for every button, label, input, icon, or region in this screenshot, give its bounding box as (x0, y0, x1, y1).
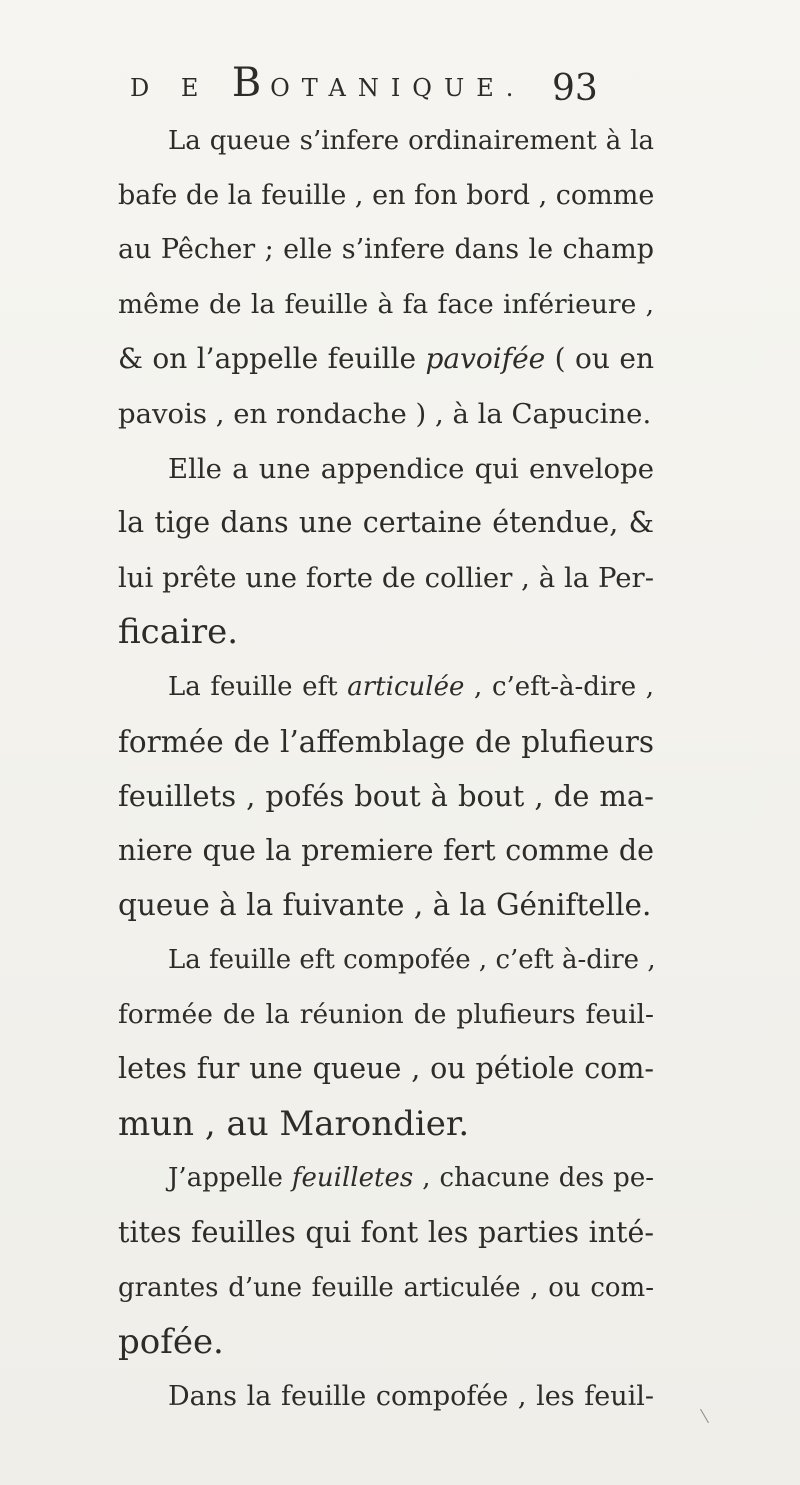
text-line: grantes d’une feuille articulée , ou com- (118, 1272, 654, 1303)
text-line: Elle a une appendice qui envelope (168, 452, 654, 485)
text-segment: La feuille eft (168, 672, 348, 702)
italic-term: feuilletes (291, 1163, 414, 1194)
italic-term: articulée (347, 672, 465, 702)
page-mark (700, 1409, 709, 1423)
text-line: formée de l’affemblage de plufieurs (118, 724, 654, 759)
text-line: mun , au Marondier. (118, 1103, 470, 1144)
text-line (168, 1155, 654, 1201)
text-line: pofée. (118, 1322, 224, 1363)
italic-term: pavoifée (425, 342, 546, 376)
text-line: bafe de la feuille , en fon bord , comme (118, 179, 655, 211)
text-line: pavois , en rondache ) , à la Capucine. (118, 398, 652, 430)
text-line: même de la feuille à fa face inférieure , (118, 288, 654, 320)
text-segment: J’appelle (168, 1163, 292, 1194)
text-line: ficaire. (118, 612, 239, 653)
running-head-prefix: D E (130, 74, 211, 102)
text-segment: ( ou en (545, 342, 655, 376)
text-line: La feuille eft compofée , c’eft à-dire , (168, 945, 656, 975)
text-line (118, 336, 654, 382)
text-line: tites feuilles qui font les parties inté- (118, 1216, 654, 1249)
page-number: 93 (552, 68, 598, 109)
text-line (168, 664, 654, 710)
text-segment: , c’eft-à-dire , (464, 672, 654, 702)
text-segment: & on l’appelle feuille (118, 342, 426, 376)
text-segment: , chacune des pe- (413, 1163, 654, 1194)
text-line: niere que la premiere fert comme de (118, 833, 654, 867)
text-line: Dans la feuille compofée , les feuil- (168, 1380, 654, 1412)
text-line: formée de la réunion de plufieurs feuil- (118, 998, 654, 1030)
running-head-initial: B (231, 60, 271, 106)
text-line: au Pêcher ; elle s’infere dans le champ (118, 234, 654, 266)
text-line: lui prête une forte de collier , à la Per- (118, 561, 654, 594)
text-line: feuillets , pofés bout à bout , de ma- (118, 779, 654, 814)
text-line: queue à la fuivante , à la Géniftelle. (118, 888, 652, 923)
running-head-title: OTANIQUE. (270, 74, 526, 102)
text-line: La queue s’infere ordinairement à la (168, 126, 654, 156)
text-line: la tige dans une certaine étendue, & (118, 506, 654, 540)
text-line: letes fur une queue , ou pétiole com- (118, 1052, 654, 1086)
